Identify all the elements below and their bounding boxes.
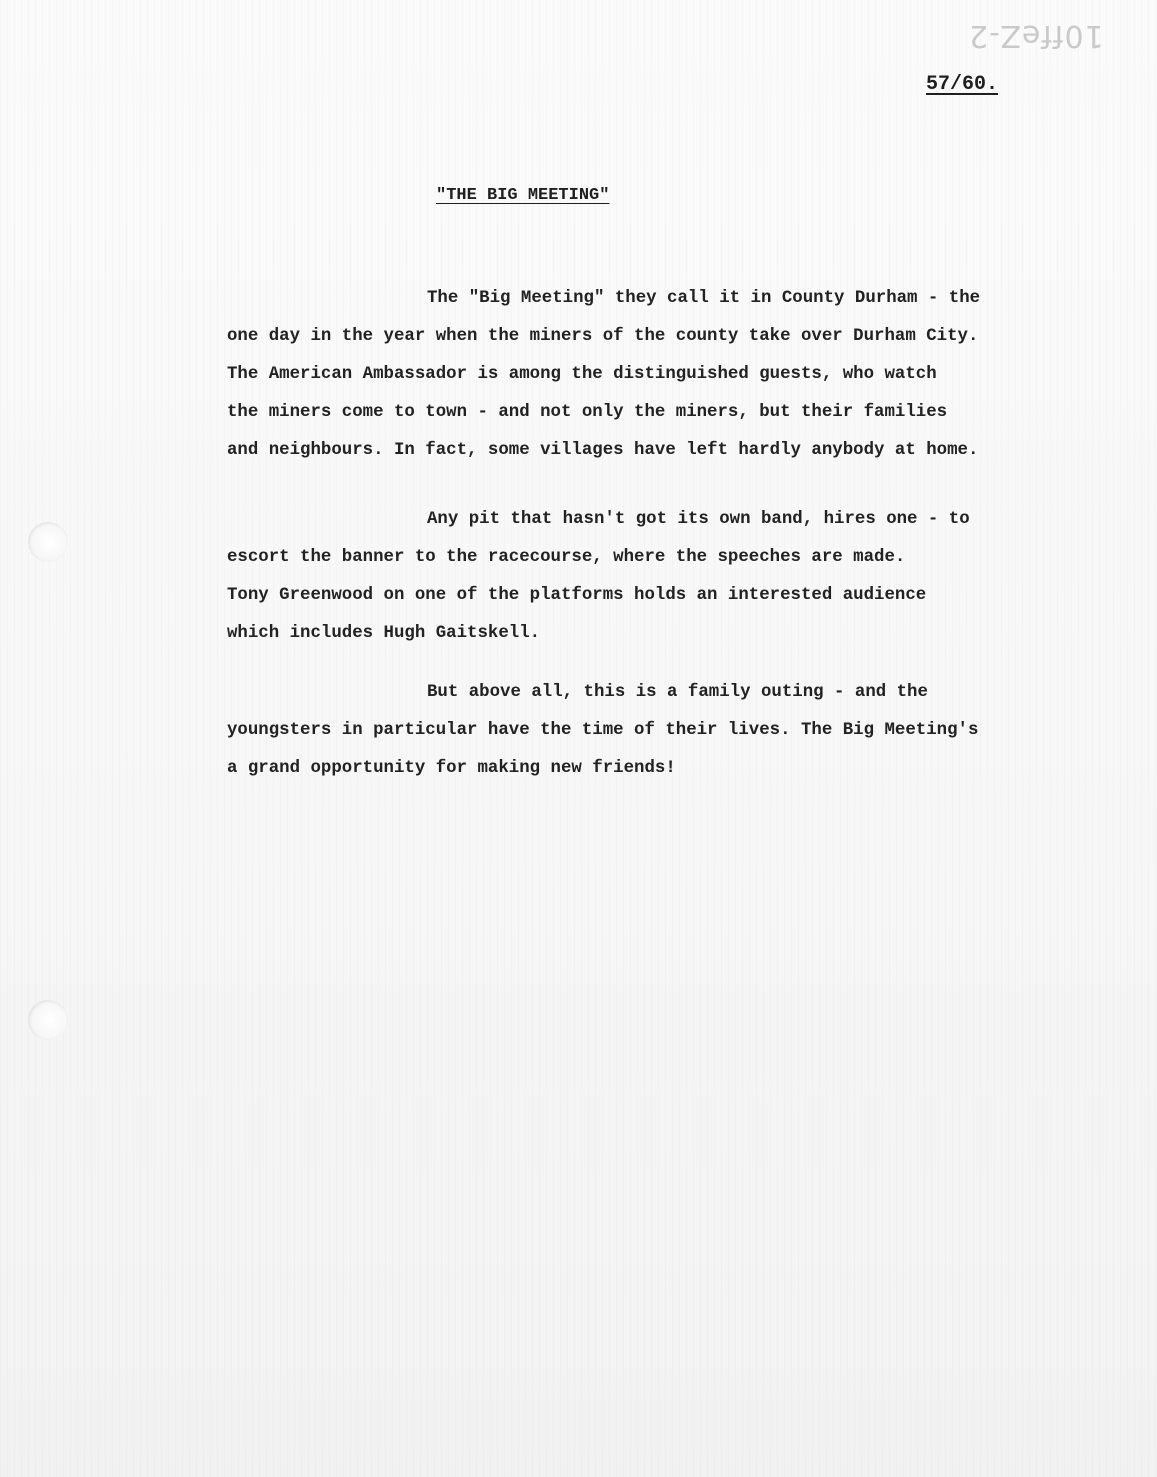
page-title: "THE BIG MEETING" xyxy=(436,186,610,205)
paragraph-line: escort the banner to the racecourse, where the speeches are made. xyxy=(227,548,906,567)
punch-hole-upper xyxy=(28,522,68,562)
paragraph-line: one day in the year when the miners of the county take over Durham City. xyxy=(227,327,979,346)
paragraph-line: But above all, this is a family outing - and the xyxy=(427,683,928,702)
paragraph xyxy=(227,501,1127,653)
paragraph-line: and neighbours. In fact, some villages have left hardly anybody at home. xyxy=(227,441,979,460)
paragraph-line: The "Big Meeting" they call it in County Durham - the xyxy=(427,289,981,308)
archive-reference-stamp: 10ffeZ-2 xyxy=(968,18,1104,53)
document-number: 57/60. xyxy=(926,73,999,96)
paragraph-line: Any pit that hasn't got its own band, hires one - to xyxy=(427,510,970,529)
paragraph-line: Tony Greenwood on one of the platforms holds an interested audience xyxy=(227,586,927,605)
paragraph-line: The American Ambassador is among the distinguished guests, who watch xyxy=(227,365,937,384)
paragraph-line: the miners come to town - and not only the miners, but their families xyxy=(227,403,948,422)
paragraph-line: a grand opportunity for making new friends! xyxy=(227,759,676,778)
punch-hole-lower xyxy=(28,1000,68,1040)
paragraph xyxy=(227,280,1127,470)
paragraph-line: youngsters in particular have the time of their lives. The Big Meeting's xyxy=(227,721,979,740)
paragraph xyxy=(227,674,1127,788)
paragraph-line: which includes Hugh Gaitskell. xyxy=(227,624,541,643)
